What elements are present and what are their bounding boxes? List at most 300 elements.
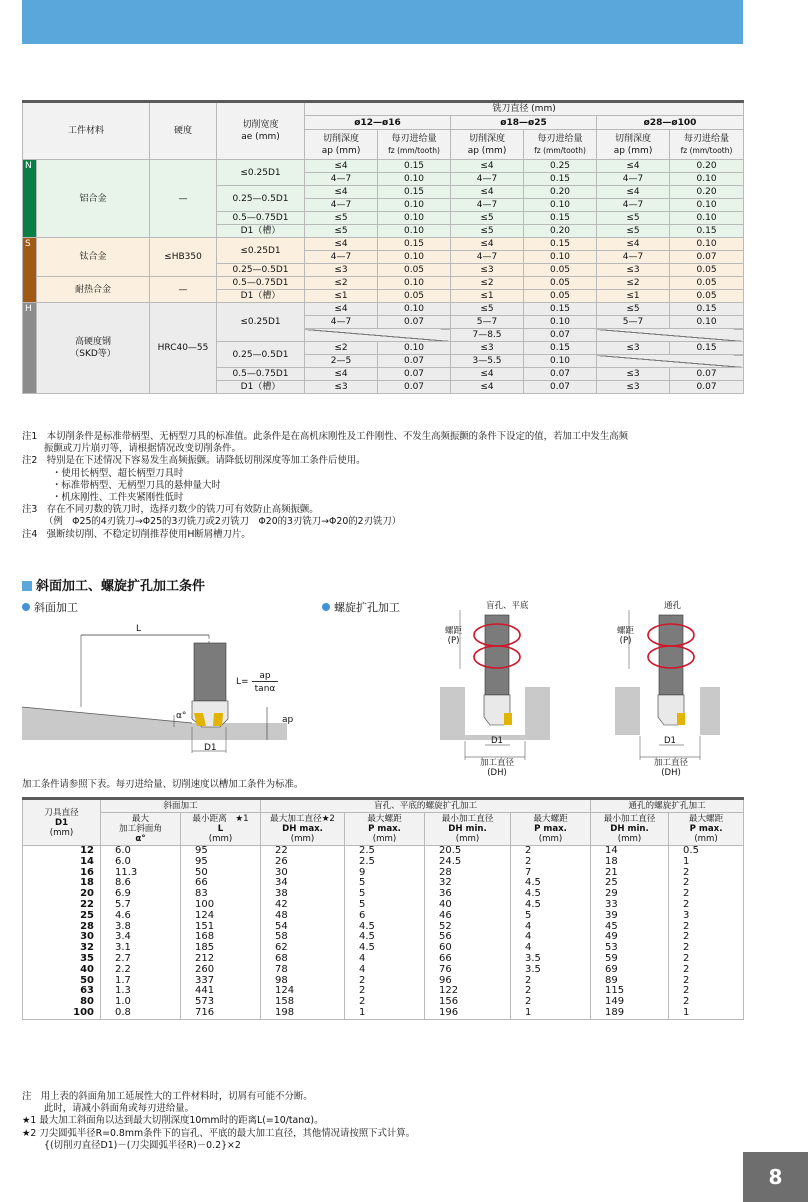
cell: 2 bbox=[511, 857, 591, 868]
cell: 0.8 bbox=[101, 1008, 181, 1019]
cell: 3—5.5 bbox=[451, 355, 524, 368]
ae-cell: 0.25—0.5D1 bbox=[217, 264, 305, 277]
cell: 115 bbox=[591, 986, 669, 997]
cell: 0.10 bbox=[378, 303, 451, 316]
tool-diameter-cell: 14 bbox=[23, 857, 101, 868]
cell: ≤3 bbox=[305, 264, 378, 277]
cell: 212 bbox=[181, 954, 261, 965]
cell: 0.15 bbox=[524, 303, 597, 316]
cell: ≤1 bbox=[597, 290, 670, 303]
page-number: 8 bbox=[743, 1152, 808, 1202]
note-line: {(切削刃直径D1)－(刀尖圆弧半径R)－0.2}×2 bbox=[44, 1139, 241, 1151]
bullet-dot-icon bbox=[22, 603, 30, 611]
cell: 4—7 bbox=[597, 199, 670, 212]
cell: 1.0 bbox=[101, 997, 181, 1008]
cell: 4—7 bbox=[305, 173, 378, 186]
ae-cell: 0.25—0.5D1 bbox=[217, 186, 305, 212]
sub-header-fz: 每刃进给量 fz (mm/tooth) bbox=[670, 130, 744, 160]
cell: 0.05 bbox=[670, 290, 744, 303]
note-line: （例 Φ25的4刃铣刀→Φ25的3刃铣刀或2刃铣刀 Φ20的3刃铣刀→Φ20的2刃铣刀） bbox=[44, 516, 402, 528]
cell: 0.07 bbox=[524, 368, 597, 381]
cell: 96 bbox=[425, 976, 511, 987]
ramping-helical-table bbox=[22, 797, 744, 1020]
table-row bbox=[23, 857, 744, 868]
cell: ≤5 bbox=[305, 212, 378, 225]
cell: 2 bbox=[669, 922, 744, 933]
cell: ≤2 bbox=[597, 277, 670, 290]
cell: 124 bbox=[181, 911, 261, 922]
cell: 198 bbox=[261, 1008, 345, 1019]
note-line: 此时，请减小斜面角或每刃进给量。 bbox=[44, 1103, 195, 1115]
note-line: 注1 本切削条件是标准带柄型、无柄型刀具的标准值。此条件是在高机床刚性及工件刚性、不发生高频振颤的条件下设定的值，若加工中发生高频 bbox=[22, 431, 628, 442]
cell: 1 bbox=[669, 857, 744, 868]
empty-diagonal-cell bbox=[597, 355, 744, 368]
cell: 1.3 bbox=[101, 986, 181, 997]
cell: 2 bbox=[511, 986, 591, 997]
cell: 0.05 bbox=[670, 264, 744, 277]
ramping-subtitle: 斜面加工 bbox=[22, 599, 78, 615]
cell: 59 bbox=[591, 954, 669, 965]
header-hardness: 硬度 bbox=[150, 102, 217, 160]
cell: 168 bbox=[181, 932, 261, 943]
cell: 124 bbox=[261, 986, 345, 997]
tool-diameter-cell: 100 bbox=[23, 1008, 101, 1019]
label-through: 通孔 bbox=[664, 601, 682, 611]
range-header: ø28—ø100 bbox=[597, 116, 744, 130]
cell: ≤5 bbox=[451, 303, 524, 316]
cell: 1 bbox=[511, 1008, 591, 1019]
note-line: ★1 最大加工斜面角以达到最大切削深度10mm时的距离L(=10/tanα)。 bbox=[22, 1115, 324, 1127]
tool-diameter-cell: 16 bbox=[23, 868, 101, 879]
cell: 0.5 bbox=[669, 846, 744, 857]
ae-cell: ≤0.25D1 bbox=[217, 303, 305, 342]
cell: 40 bbox=[425, 900, 511, 911]
cell: 66 bbox=[425, 954, 511, 965]
sub-header-fz: 每刃进给量 fz (mm/tooth) bbox=[378, 130, 451, 160]
cell: 151 bbox=[181, 922, 261, 933]
cell: 0.10 bbox=[378, 342, 451, 355]
cell: 185 bbox=[181, 943, 261, 954]
section-title: 斜面加工、螺旋扩孔加工条件 bbox=[22, 575, 205, 594]
notes-section-1 bbox=[22, 431, 762, 541]
hardness-cell: ≤HB350 bbox=[150, 238, 217, 277]
cell: 83 bbox=[181, 889, 261, 900]
cell: 3.5 bbox=[511, 954, 591, 965]
cell: ≤5 bbox=[597, 212, 670, 225]
group-tag-s: S bbox=[23, 238, 37, 303]
cell: 0.10 bbox=[378, 225, 451, 238]
empty-diagonal-cell bbox=[305, 329, 451, 342]
cell: 34 bbox=[261, 878, 345, 889]
cell: 149 bbox=[591, 997, 669, 1008]
table2-body bbox=[23, 846, 744, 1020]
tool-diameter-cell: 80 bbox=[23, 997, 101, 1008]
cell: ≤3 bbox=[451, 342, 524, 355]
cell: 0.10 bbox=[524, 355, 597, 368]
cell: 1 bbox=[669, 1008, 744, 1019]
cell: 36 bbox=[425, 889, 511, 900]
ae-cell: D1（槽） bbox=[217, 290, 305, 303]
cell: 4—7 bbox=[305, 251, 378, 264]
tool-shank bbox=[194, 643, 226, 701]
tool-diameter-cell: 20 bbox=[23, 889, 101, 900]
cell: ≤4 bbox=[597, 160, 670, 173]
col-header: 最小距离 ★1 L (mm) bbox=[181, 813, 261, 846]
note-line: 注2 特别是在下述情况下容易发生高频振颤。请降低切削深度等加工条件后使用。 bbox=[22, 455, 366, 467]
cell: 2 bbox=[669, 868, 744, 879]
col-header: 最小加工直径 DH min. (mm) bbox=[591, 813, 669, 846]
header-diameter: 铣刀直径 (mm) bbox=[305, 102, 744, 116]
cell: 0.07 bbox=[378, 316, 451, 329]
group-tag-n: N bbox=[23, 160, 37, 238]
cell: 2 bbox=[511, 997, 591, 1008]
cell: 42 bbox=[261, 900, 345, 911]
cell: 2 bbox=[669, 986, 744, 997]
cell: 56 bbox=[425, 932, 511, 943]
cell: 0.15 bbox=[378, 238, 451, 251]
cell: ≤4 bbox=[305, 303, 378, 316]
cell: 0.05 bbox=[524, 264, 597, 277]
cell: 52 bbox=[425, 922, 511, 933]
label-d1: D1 bbox=[491, 736, 503, 746]
note-line: ★2 刀尖圆弧半径R=0.8mm条件下的盲孔、平底的最大加工直径，其他情况请按照下式计算。 bbox=[22, 1127, 416, 1139]
cell: 0.20 bbox=[524, 186, 597, 199]
cell: 7—8.5 bbox=[451, 329, 524, 342]
cell: 441 bbox=[181, 986, 261, 997]
cell: 0.07 bbox=[378, 368, 451, 381]
cell: 4 bbox=[345, 965, 425, 976]
cell: 4.5 bbox=[345, 932, 425, 943]
label-pitch: 螺距 (P) bbox=[445, 626, 463, 646]
cell: ≤4 bbox=[305, 368, 378, 381]
cell: 9 bbox=[345, 868, 425, 879]
cell: 38 bbox=[261, 889, 345, 900]
cell: 0.15 bbox=[378, 186, 451, 199]
cell: 0.20 bbox=[670, 186, 744, 199]
cell: ≤5 bbox=[451, 225, 524, 238]
col-header: 最大螺距 P max. (mm) bbox=[511, 813, 591, 846]
cell: 0.05 bbox=[378, 290, 451, 303]
col-header: 最大加工直径★2 DH max. (mm) bbox=[261, 813, 345, 846]
cell: 4—7 bbox=[597, 173, 670, 186]
cell: 76 bbox=[425, 965, 511, 976]
cell: 5 bbox=[345, 900, 425, 911]
label-dia: 加工直径 (DH) bbox=[480, 758, 515, 778]
cell: 0.10 bbox=[670, 316, 744, 329]
cell: ≤1 bbox=[305, 290, 378, 303]
cell: 0.15 bbox=[524, 342, 597, 355]
cell: 4—7 bbox=[451, 173, 524, 186]
cell: ≤4 bbox=[597, 238, 670, 251]
cell: 0.10 bbox=[378, 199, 451, 212]
cell: 0.07 bbox=[670, 381, 744, 394]
cell: ≤4 bbox=[451, 238, 524, 251]
cell: 0.05 bbox=[670, 277, 744, 290]
cell: 158 bbox=[261, 997, 345, 1008]
cell: 4.6 bbox=[101, 911, 181, 922]
cell: 6.9 bbox=[101, 889, 181, 900]
cell: 48 bbox=[261, 911, 345, 922]
intro-line: 加工条件请参照下表。每刃进给量、切削速度以槽加工条件为标准。 bbox=[22, 779, 304, 790]
cell: 0.15 bbox=[524, 173, 597, 186]
cell: 156 bbox=[425, 997, 511, 1008]
material-aluminum: 铝合金 bbox=[37, 160, 150, 238]
label-alpha: α° bbox=[176, 711, 187, 721]
cell: 78 bbox=[261, 965, 345, 976]
cell: 100 bbox=[181, 900, 261, 911]
cell: 14 bbox=[591, 846, 669, 857]
header-tool-dia: 刀具直径 D1 (mm) bbox=[23, 799, 101, 846]
cell: ≤5 bbox=[451, 212, 524, 225]
cell: 0.07 bbox=[378, 355, 451, 368]
header-ae: 切削宽度 ae (mm) bbox=[217, 102, 305, 160]
cell: 260 bbox=[181, 965, 261, 976]
cell: 2.5 bbox=[345, 846, 425, 857]
cell: 46 bbox=[425, 911, 511, 922]
cell: 6.0 bbox=[101, 857, 181, 868]
cutting-conditions-table bbox=[22, 100, 744, 394]
label-d1: D1 bbox=[204, 743, 217, 753]
group-header-ramping: 斜面加工 bbox=[101, 799, 261, 813]
cell: 122 bbox=[425, 986, 511, 997]
cell: 4.5 bbox=[511, 878, 591, 889]
cell: 0.10 bbox=[670, 238, 744, 251]
cell: 2 bbox=[669, 889, 744, 900]
cell: 4 bbox=[511, 922, 591, 933]
cell: 26 bbox=[261, 857, 345, 868]
cell: 62 bbox=[261, 943, 345, 954]
label-pitch: 螺距 (P) bbox=[617, 626, 635, 646]
cell: 5 bbox=[345, 878, 425, 889]
cell: ≤3 bbox=[597, 368, 670, 381]
cell: ≤5 bbox=[597, 303, 670, 316]
tool-diameter-cell: 63 bbox=[23, 986, 101, 997]
tool-shank bbox=[659, 615, 683, 695]
ae-cell: 0.5—0.75D1 bbox=[217, 368, 305, 381]
cell: 5 bbox=[345, 889, 425, 900]
cell: 32 bbox=[425, 878, 511, 889]
label-L: L bbox=[136, 624, 142, 634]
cell: 2 bbox=[345, 976, 425, 987]
cell: 0.10 bbox=[378, 277, 451, 290]
cell: 0.10 bbox=[378, 173, 451, 186]
cell: ≤4 bbox=[305, 238, 378, 251]
cell: ≤4 bbox=[451, 160, 524, 173]
note-line: 注 用上表的斜面角加工延展性大的工件材料时，切屑有可能不分断。 bbox=[22, 1091, 313, 1102]
table-row bbox=[23, 965, 744, 976]
material-titanium: 钛合金 bbox=[37, 238, 150, 277]
cell: 2.7 bbox=[101, 954, 181, 965]
cell: 58 bbox=[261, 932, 345, 943]
cell: ≤2 bbox=[305, 342, 378, 355]
ae-cell: D1（槽） bbox=[217, 225, 305, 238]
cell: 2 bbox=[511, 846, 591, 857]
tool-diameter-cell: 22 bbox=[23, 900, 101, 911]
sub-header-ap: 切削深度 ap (mm) bbox=[597, 130, 670, 160]
cell: ≤4 bbox=[451, 368, 524, 381]
cell: ≤3 bbox=[451, 264, 524, 277]
cell: 0.10 bbox=[378, 251, 451, 264]
cell: 0.25 bbox=[524, 160, 597, 173]
cell: 4 bbox=[511, 932, 591, 943]
ae-cell: 0.5—0.75D1 bbox=[217, 212, 305, 225]
cell: 0.07 bbox=[670, 251, 744, 264]
cell: ≤5 bbox=[597, 225, 670, 238]
cell: 66 bbox=[181, 878, 261, 889]
group-tag-h: H bbox=[23, 303, 37, 394]
hardness-cell: HRC40—55 bbox=[150, 303, 217, 394]
cell: 8.6 bbox=[101, 878, 181, 889]
cell: 0.10 bbox=[524, 251, 597, 264]
cell: 68 bbox=[261, 954, 345, 965]
cell: ≤3 bbox=[597, 381, 670, 394]
cell: 2 bbox=[345, 997, 425, 1008]
cell: ≤2 bbox=[305, 277, 378, 290]
col-header: 最小加工直径 DH min. (mm) bbox=[425, 813, 511, 846]
cell: 98 bbox=[261, 976, 345, 987]
cell: 95 bbox=[181, 846, 261, 857]
cell: ≤1 bbox=[451, 290, 524, 303]
intro-text bbox=[22, 779, 762, 791]
cell: 7 bbox=[511, 868, 591, 879]
range-header: ø18—ø25 bbox=[451, 116, 597, 130]
hardness-cell: — bbox=[150, 160, 217, 238]
empty-diagonal-cell bbox=[597, 329, 744, 342]
cell: 0.07 bbox=[524, 329, 597, 342]
cell: 11.3 bbox=[101, 868, 181, 879]
formula-L-eq: L= bbox=[236, 677, 249, 687]
cell: 189 bbox=[591, 1008, 669, 1019]
cell: 4—7 bbox=[305, 199, 378, 212]
tool-diameter-cell: 32 bbox=[23, 943, 101, 954]
cell: 0.07 bbox=[378, 381, 451, 394]
cell: ≤4 bbox=[597, 186, 670, 199]
cell: 2.2 bbox=[101, 965, 181, 976]
label-dia: 加工直径 (DH) bbox=[654, 758, 689, 778]
label-blind: 盲孔、平底 bbox=[486, 601, 529, 611]
cell: ≤4 bbox=[451, 186, 524, 199]
cell: 21 bbox=[591, 868, 669, 879]
cell: 337 bbox=[181, 976, 261, 987]
label-ap: ap bbox=[282, 715, 294, 725]
note-line: 振颤或刀片崩刃等，请根据情况改变切削条件。 bbox=[44, 443, 241, 455]
cell: ≤3 bbox=[597, 264, 670, 277]
insert-icon bbox=[677, 713, 685, 725]
col-header: 最大螺距 P max. (mm) bbox=[669, 813, 744, 846]
cell: 3.8 bbox=[101, 922, 181, 933]
ae-cell: ≤0.25D1 bbox=[217, 238, 305, 264]
cell: 28 bbox=[425, 868, 511, 879]
range-header: ø12—ø16 bbox=[305, 116, 451, 130]
formula-tan: tanα bbox=[254, 684, 276, 694]
sub-header-fz: 每刃进给量 fz (mm/tooth) bbox=[524, 130, 597, 160]
section-marker-icon bbox=[22, 581, 32, 591]
tool-diameter-cell: 30 bbox=[23, 932, 101, 943]
cell: 30 bbox=[261, 868, 345, 879]
cell: 4.5 bbox=[345, 922, 425, 933]
cell: 196 bbox=[425, 1008, 511, 1019]
cell: 5—7 bbox=[597, 316, 670, 329]
tool-diameter-cell: 50 bbox=[23, 976, 101, 987]
tool-diameter-cell: 35 bbox=[23, 954, 101, 965]
note-line: ・机床刚性、工件夹紧刚性低时 bbox=[52, 492, 184, 504]
workpiece-shape bbox=[700, 687, 720, 735]
cell: 18 bbox=[591, 857, 669, 868]
header-material: 工件材料 bbox=[23, 102, 150, 160]
material-heat-resistant: 耐热合金 bbox=[37, 277, 150, 303]
cell: ≤3 bbox=[305, 381, 378, 394]
sub-header-ap: 切削深度 ap (mm) bbox=[451, 130, 524, 160]
cell: 50 bbox=[181, 868, 261, 879]
tool-diameter-cell: 12 bbox=[23, 846, 101, 857]
tool-diameter-cell: 18 bbox=[23, 878, 101, 889]
cell: 3 bbox=[669, 911, 744, 922]
cell: 2 bbox=[669, 997, 744, 1008]
cell: ≤4 bbox=[451, 381, 524, 394]
cell: 2 bbox=[669, 932, 744, 943]
cell: 3.4 bbox=[101, 932, 181, 943]
label-d1: D1 bbox=[664, 736, 676, 746]
cell: ≤4 bbox=[305, 186, 378, 199]
workpiece-shape bbox=[615, 687, 640, 735]
cell: 573 bbox=[181, 997, 261, 1008]
cell: 3.5 bbox=[511, 965, 591, 976]
helical-subtitle: 螺旋扩孔加工 bbox=[322, 599, 400, 615]
cell: 1.7 bbox=[101, 976, 181, 987]
tool-shank bbox=[485, 615, 509, 695]
cell: 2—5 bbox=[305, 355, 378, 368]
cell: 24.5 bbox=[425, 857, 511, 868]
bullet-dot-icon bbox=[322, 603, 330, 611]
cell: 2.5 bbox=[345, 857, 425, 868]
cell: 0.15 bbox=[378, 160, 451, 173]
cell: ≤5 bbox=[305, 225, 378, 238]
workpiece-shape bbox=[22, 707, 287, 740]
cell: 0.15 bbox=[670, 303, 744, 316]
cell: 3.1 bbox=[101, 943, 181, 954]
cell: ≤4 bbox=[305, 160, 378, 173]
note-line: ・标准带柄型、无柄型刀具的悬伸量大时 bbox=[52, 479, 221, 491]
cell: 0.05 bbox=[378, 264, 451, 277]
cell: 0.05 bbox=[524, 290, 597, 303]
cell: 0.15 bbox=[670, 225, 744, 238]
cell: 2 bbox=[345, 986, 425, 997]
group-header-blind: 盲孔、平底的螺旋扩孔加工 bbox=[261, 799, 591, 813]
cell: 0.10 bbox=[378, 212, 451, 225]
tool-diameter-cell: 40 bbox=[23, 965, 101, 976]
material-hardened-steel: 高硬度钢 （SKD等） bbox=[37, 303, 150, 394]
cell: 0.10 bbox=[670, 212, 744, 225]
ae-cell: 0.5—0.75D1 bbox=[217, 277, 305, 290]
cell: 5—7 bbox=[451, 316, 524, 329]
cell: 0.07 bbox=[524, 381, 597, 394]
note-line: 注3 存在不同刃数的铣刀时，选择刃数少的铣刀可有效防止高频振颤。 bbox=[22, 504, 319, 516]
insert-icon bbox=[213, 713, 223, 726]
tool-diameter-cell: 28 bbox=[23, 922, 101, 933]
cell: 4—7 bbox=[451, 199, 524, 212]
cell: 20.5 bbox=[425, 846, 511, 857]
cell: 0.05 bbox=[524, 277, 597, 290]
cell: 0.20 bbox=[524, 225, 597, 238]
cell: 1 bbox=[345, 1008, 425, 1019]
cell: 0.10 bbox=[524, 316, 597, 329]
formula-ap: ap bbox=[252, 671, 278, 682]
cell: 39 bbox=[591, 911, 669, 922]
table-row bbox=[23, 911, 744, 922]
table-row bbox=[23, 1008, 744, 1019]
cell: 2 bbox=[511, 976, 591, 987]
insert-icon bbox=[504, 713, 512, 725]
